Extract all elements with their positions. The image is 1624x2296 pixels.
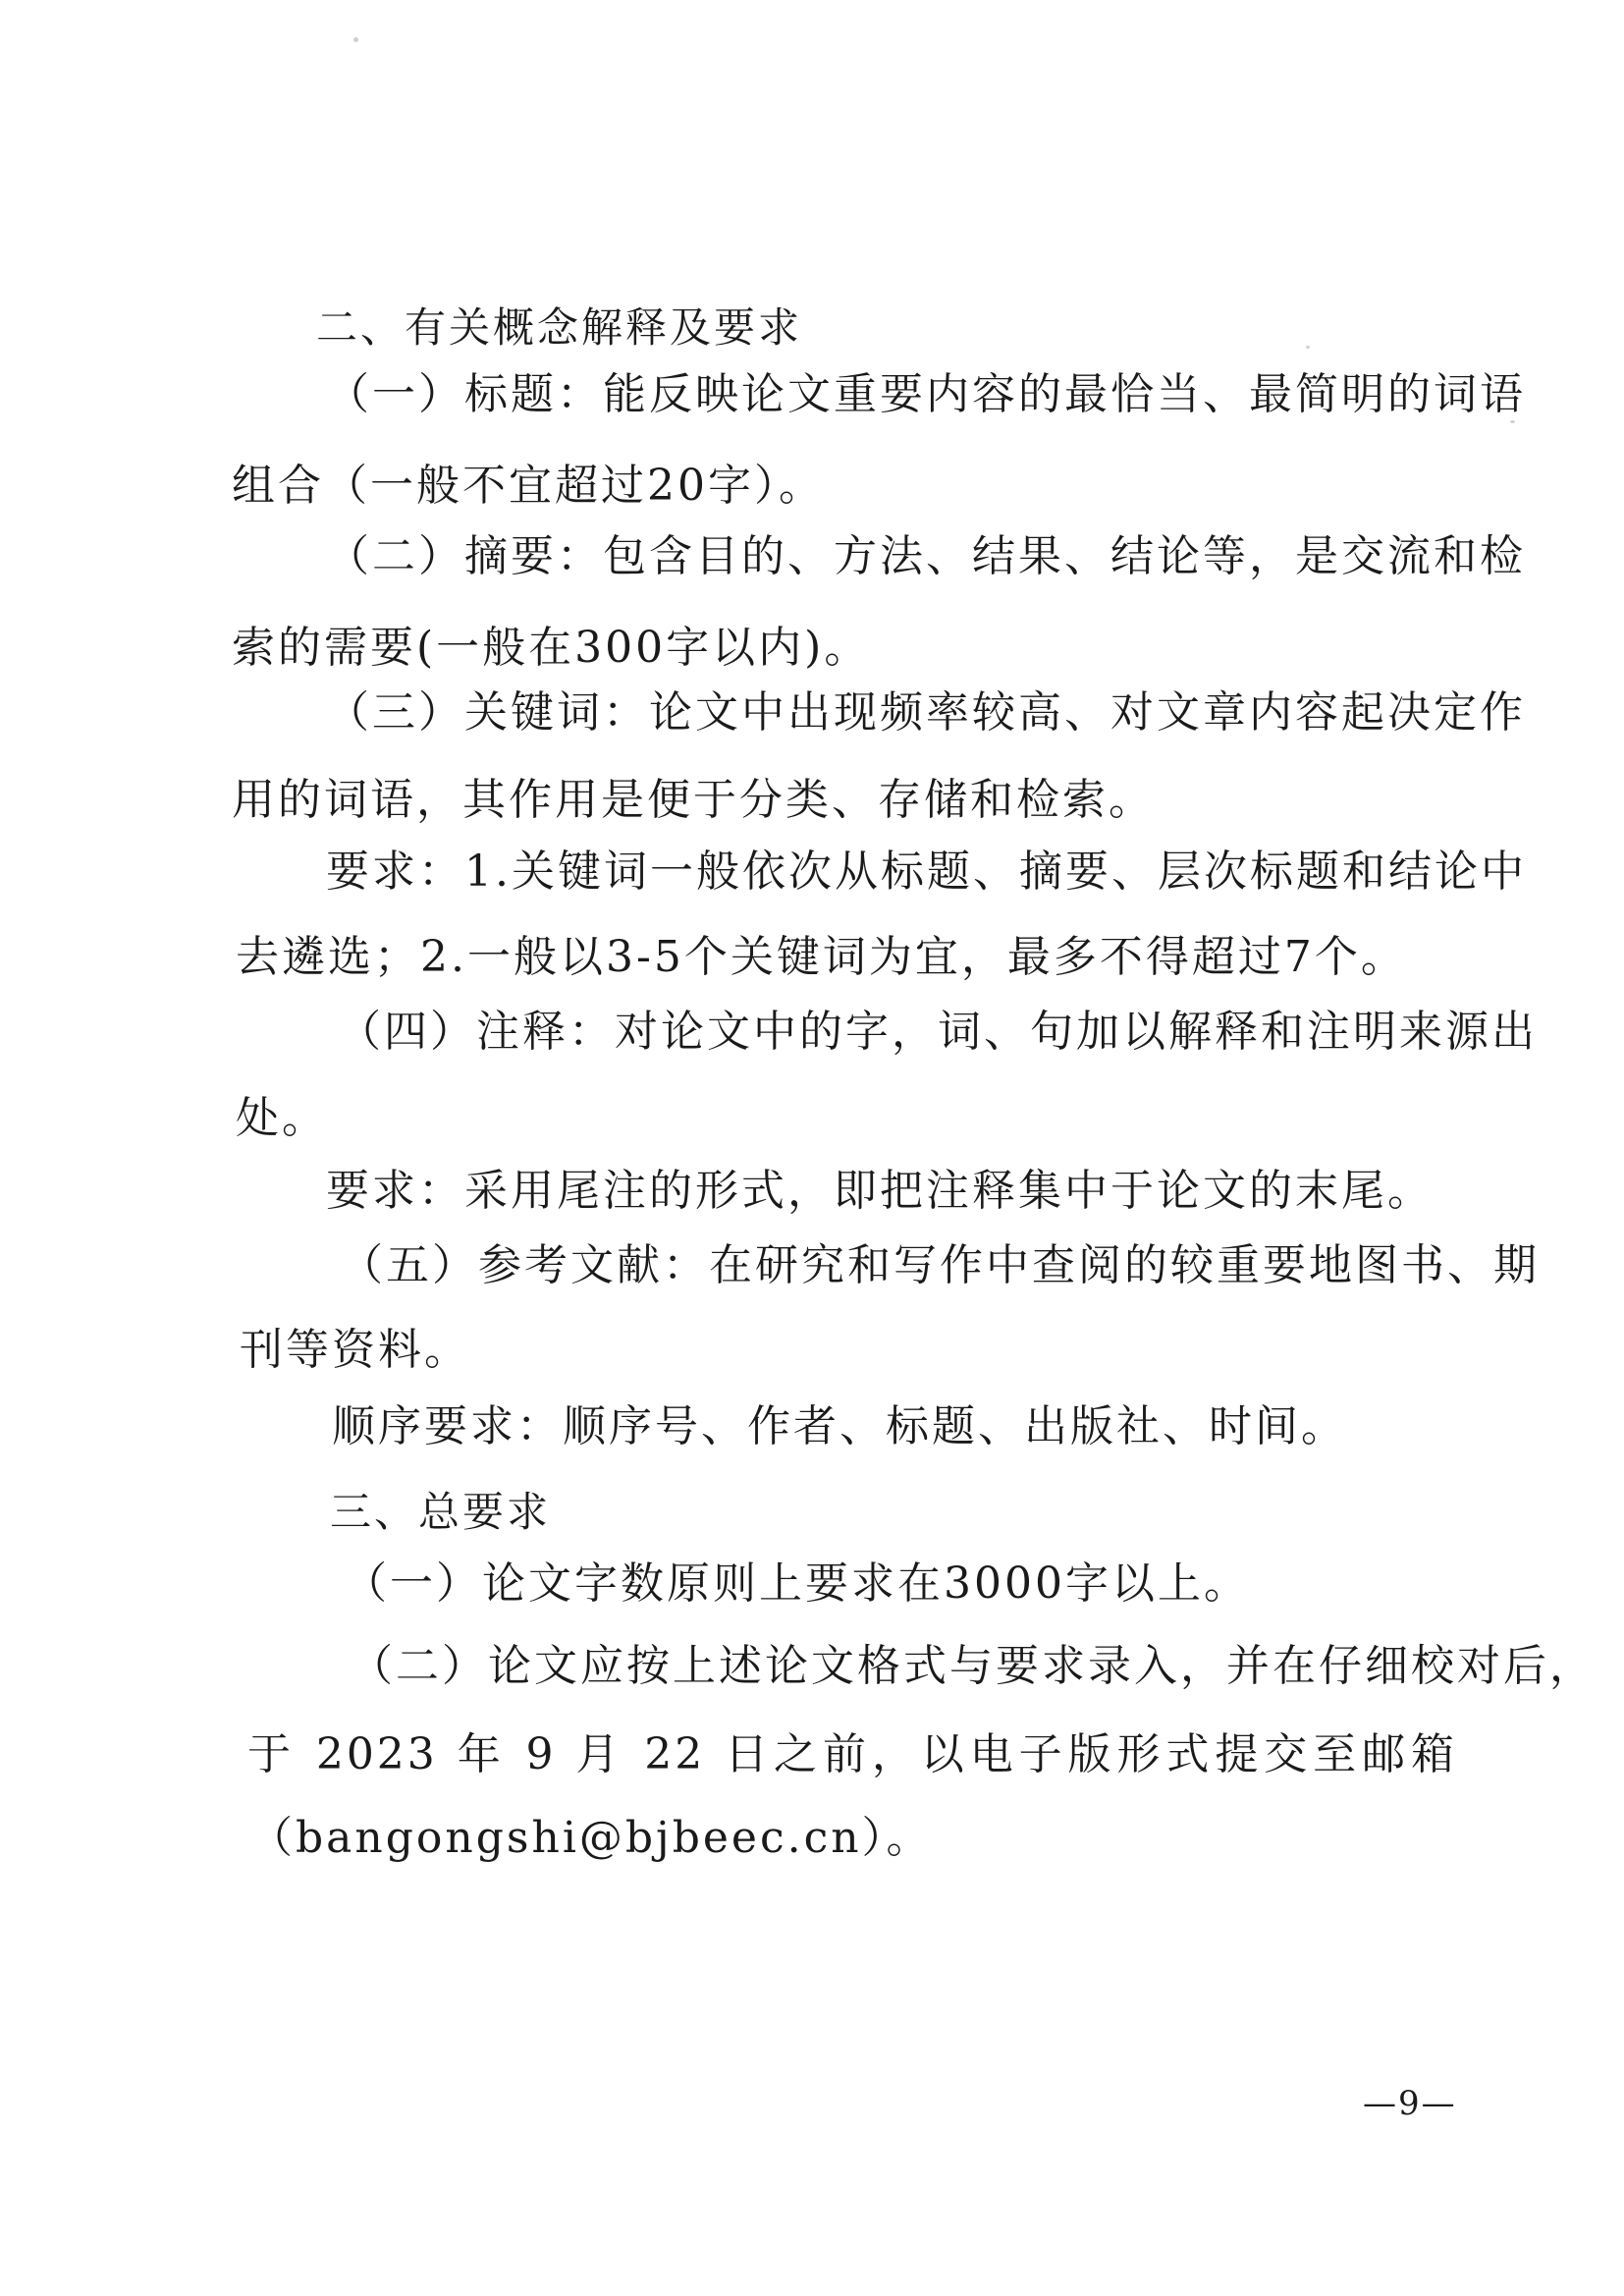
paragraph-line: 处。	[236, 1093, 328, 1143]
paragraph-line: （二）论文应按上述论文格式与要求录入，并在仔细校对后，	[350, 1641, 1596, 1691]
paragraph-line: （一）论文字数原则上要求在3000字以上。	[344, 1558, 1250, 1609]
scan-speck	[353, 37, 358, 42]
paragraph-line: 于 2023 年 9 月 22 日之前，以电子版形式提交至邮箱	[247, 1729, 1457, 1779]
paragraph-line: 要求：采用尾注的形式，即把注释集中于论文的末尾。	[326, 1166, 1434, 1216]
paragraph-line: （三）关键词：论文中出现频率较高、对文章内容起决定作	[326, 687, 1526, 738]
paragraph-line: （五）参考文献：在研究和写作中查阅的较重要地图书、期	[340, 1240, 1540, 1290]
paragraph-line: 顺序要求：顺序号、作者、标题、出版社、时间。	[332, 1401, 1347, 1451]
scan-speck	[1510, 420, 1515, 423]
paragraph-line: 刊等资料。	[240, 1325, 470, 1375]
paragraph-line: （四）注释：对论文中的字，词、句加以解释和注明来源出	[338, 1007, 1538, 1057]
paragraph-line: 组合（一般不宜超过20字）。	[232, 461, 825, 511]
section-heading-2: 二、有关概念解释及要求	[316, 303, 803, 352]
section-heading-3: 三、总要求	[330, 1488, 552, 1536]
page-number: —9—	[1363, 2084, 1457, 2123]
paragraph-line: 用的词语，其作用是便于分类、存储和检索。	[232, 775, 1155, 825]
paragraph-line: （二）摘要：包含目的、方法、结果、结论等，是交流和检	[326, 531, 1526, 581]
paragraph-line: 去遴选；2.一般以3-5个关键词为宜，最多不得超过7个。	[236, 932, 1407, 982]
paragraph-line: 要求：1.关键词一般依次从标题、摘要、层次标题和结论中	[326, 847, 1527, 897]
paragraph-line: （一）标题：能反映论文重要内容的最恰当、最简明的词语	[326, 369, 1526, 419]
paragraph-line: （bangongshi@bjbeec.cn）。	[249, 1813, 933, 1863]
paragraph-line: 索的需要(一般在300字以内)。	[232, 623, 871, 673]
scan-speck	[1306, 346, 1310, 349]
